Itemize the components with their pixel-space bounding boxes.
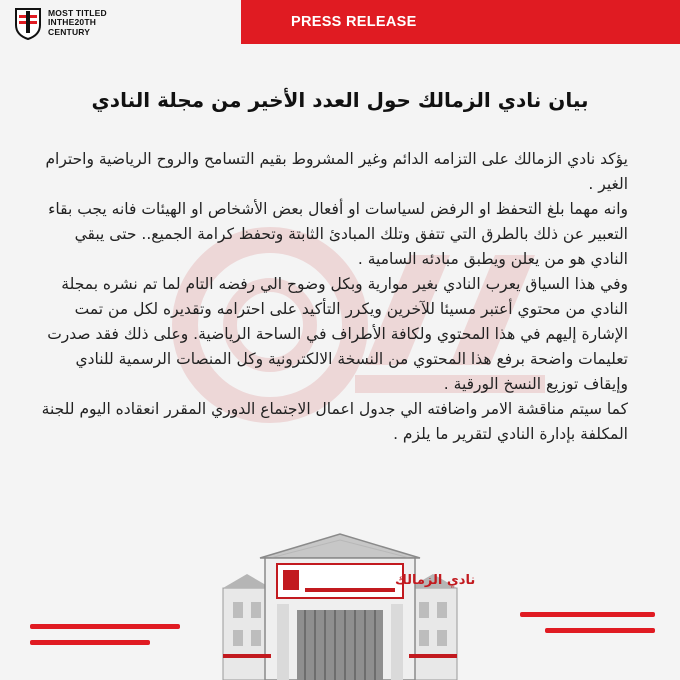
press-release-label: PRESS RELEASE bbox=[291, 14, 417, 30]
motto-line: MOST TITLED bbox=[48, 7, 107, 18]
building-sign-text: نادي الزمالك bbox=[395, 573, 475, 588]
page-title: بيان نادي الزمالك حول العدد الأخير من مجلة النادي bbox=[91, 88, 589, 112]
motto-line: INTHE20TH bbox=[48, 17, 97, 28]
club-building-illustration bbox=[205, 530, 475, 680]
statement-body bbox=[38, 147, 628, 447]
decorative-stripe bbox=[30, 624, 180, 629]
statement-paragraph: يؤكد نادي الزمالك على التزامه الدائم وغير المشروط بقيم التسامح والروح الرياضية واحترام الغير . bbox=[45, 150, 628, 193]
club-motto bbox=[48, 9, 107, 38]
club-crest-icon bbox=[14, 6, 42, 40]
club-logo bbox=[14, 6, 107, 40]
statement-paragraph: كما سيتم مناقشة الامر واضافته الي جدول اعمال الاجتماع الدوري المقرر انعقاده اليوم للجنة المكلفة بإدارة النادي لتقرير ما يلزم . bbox=[41, 400, 628, 443]
decorative-stripe bbox=[30, 640, 150, 645]
statement-paragraph: وفي هذا السياق يعرب النادي بغير موارية وبكل وضوح الي رفضه التام لما تم نشره بمجلة النادي من محتوي أعتبر مسيئا للآخرين ويكرر التأكيد على احترامه وتقديره لكل من تمت الإشارة إليهم في هذا المحتوي ولكافة الأطراف في الساحة الرياضية. وعلى ذلك فقد صدرت تعليمات واضحة برفع هذا المحتوي من النسخة الالكترونية وكل المنصات الرسمية للنادي وإيقاف توزيع النسخ الورقية . bbox=[47, 275, 628, 393]
decorative-stripe bbox=[520, 612, 655, 617]
motto-line: CENTURY bbox=[48, 26, 91, 37]
decorative-stripe bbox=[545, 628, 655, 633]
statement-paragraph: وانه مهما بلغ التحفظ او الرفض لسياسات او أفعال بعض الأشخاص او الهيئات فانه يجب بقاء التعبير عن ذلك بالطرق التي تتفق وتلك المبادئ الثابتة وتحفظ كرامة الجميع.. حتى يبقي النادي هو من يعلن ويطبق مبادئه السامية . bbox=[48, 200, 628, 268]
press-release-banner bbox=[241, 0, 680, 44]
